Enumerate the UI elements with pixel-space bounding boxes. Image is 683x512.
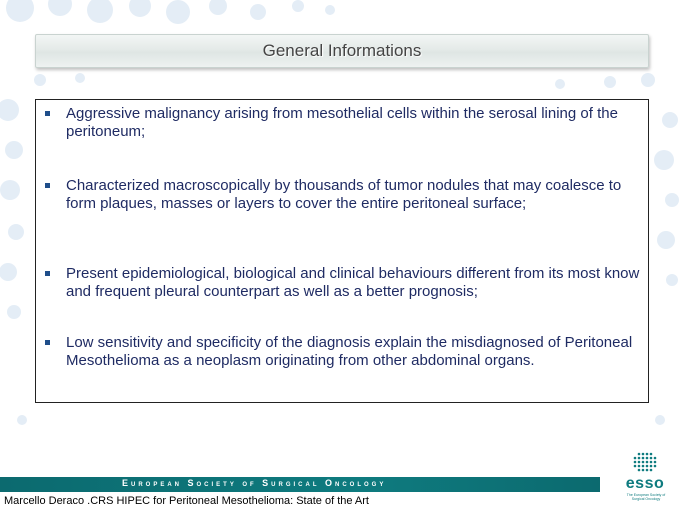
- society-name: European Society of Surgical Oncology: [122, 478, 387, 488]
- bullet-square-icon: [45, 340, 50, 345]
- esso-logo: [617, 451, 673, 507]
- bullet-item: [66, 334, 646, 370]
- bullet-text: Present epidemiological, biological and clinical behaviours different from its most know and frequent pleural counterpart as well as a better prognosis;: [66, 265, 640, 300]
- footer-band: [0, 477, 600, 492]
- bullet-item: [66, 177, 646, 213]
- logo-dot-grid-icon: [617, 451, 673, 475]
- bullet-square-icon: [45, 183, 50, 188]
- bullet-text: Low sensitivity and specificity of the diagnosis explain the misdiagnosed of Peritoneal Mesothelioma as a neoplasm originating from other abdominal organs.: [66, 334, 633, 369]
- bullet-item: [66, 265, 646, 301]
- slide-title: General Informations: [262, 41, 422, 60]
- bullet-text: Aggressive malignancy arising from mesothelial cells within the serosal lining of the peritoneum;: [66, 105, 618, 140]
- bullet-square-icon: [45, 111, 50, 116]
- footer-credit: Marcello Deraco .CRS HIPEC for Peritoneal Mesothelioma: State of the Art: [4, 495, 369, 507]
- content-box: [35, 99, 649, 403]
- title-bar: [35, 34, 649, 68]
- logo-wordmark: esso: [625, 475, 665, 492]
- bullet-text: Characterized macroscopically by thousands of tumor nodules that may coalesce to form plaques, masses or layers to cover the entire peritoneal surface;: [66, 177, 622, 212]
- bullet-square-icon: [45, 271, 50, 276]
- logo-subtitle: The European Society of Surgical Oncology: [626, 493, 666, 501]
- bullet-item: [66, 105, 646, 141]
